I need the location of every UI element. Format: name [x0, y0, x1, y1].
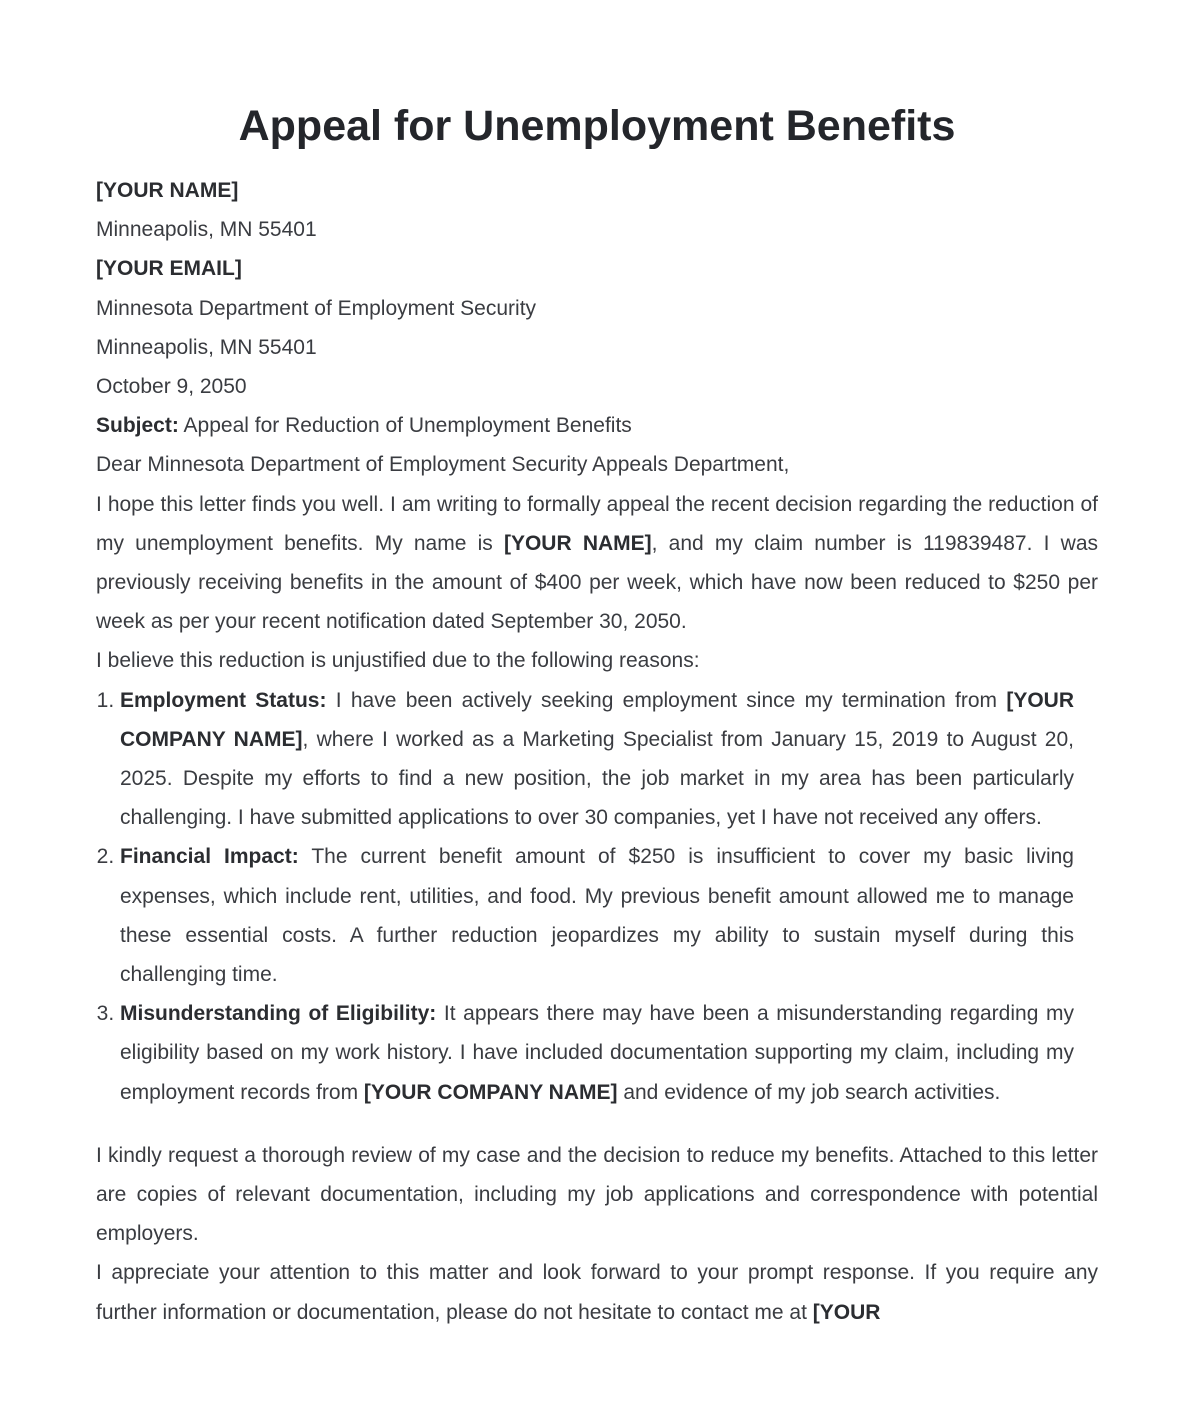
- reasons-list: [96, 681, 1074, 1112]
- reason-text: The current benefit amount of $250 is insufficient to cover my basic living expenses, which include rent, utilities, and food. My previous benefit amount allowed me to manage these essential costs. A further reduction jeopardizes my ability to sustain myself during this challenging time.: [120, 845, 1074, 987]
- closing-paragraph: [96, 1253, 1098, 1331]
- reason-text: It appears there may have been a misunderstanding regarding my eligibility based on my work history. I have included documentation supporting my claim, including my employment records from: [120, 1002, 1074, 1104]
- letter-body: [96, 171, 1098, 1332]
- sender-name: [YOUR NAME]: [96, 179, 239, 202]
- reason-text: and evidence of my job search activities.: [617, 1080, 1001, 1104]
- request-paragraph: I kindly request a thorough review of my case and the decision to reduce my benefits. Attached to this letter are copies of relevant documentation, including my job applications and correspondence with potential employers.: [96, 1143, 1098, 1246]
- intro-text-2: , and my claim number is 119839487. I was previously receiving benefits in the amount of $400 per week, which have now been reduced to $250 per week as per your recent notification dated September 30, 2050.: [96, 531, 1098, 634]
- list-item: [120, 681, 1074, 838]
- subject-text: Appeal for Reduction of Unemployment Benefits: [183, 414, 632, 438]
- reasons-intro: I believe this reduction is unjustified due to the following reasons:: [96, 649, 700, 673]
- list-item: [120, 837, 1074, 994]
- subject-label: Subject:: [96, 414, 179, 438]
- reason-text: I have been actively seeking employment since my termination from: [326, 688, 1007, 712]
- page-title: Appeal for Unemployment Benefits: [238, 102, 956, 150]
- recipient-city: Minneapolis, MN 55401: [96, 335, 317, 359]
- letter-date: October 9, 2050: [96, 375, 247, 399]
- salutation: Dear Minnesota Department of Employment Security Appeals Department,: [96, 453, 790, 477]
- reason-label: Employment Status:: [120, 688, 327, 712]
- company-placeholder: [YOUR COMPANY NAME]: [120, 688, 1074, 751]
- reason-label: Misunderstanding of Eligibility:: [120, 1002, 437, 1026]
- reason-label: Financial Impact:: [120, 845, 299, 869]
- contact-placeholder: [YOUR: [812, 1300, 881, 1324]
- recipient-org: Minnesota Department of Employment Security: [96, 296, 537, 320]
- spacer: [96, 1112, 1098, 1136]
- sender-email: [YOUR EMAIL]: [96, 257, 242, 281]
- closing-text: I appreciate your attention to this matter and look forward to your prompt response. If you require any further information or documentation, please do not hesitate to contact me at: [96, 1261, 1098, 1324]
- list-item: [120, 994, 1074, 1112]
- company-placeholder: [YOUR COMPANY NAME]: [363, 1080, 618, 1104]
- intro-paragraph: [96, 485, 1098, 642]
- intro-name-placeholder: [YOUR NAME]: [503, 531, 652, 555]
- reason-text: , where I worked as a Marketing Specialist from January 15, 2019 to August 20, 2025. Despite my efforts to find a new position, the job market in my area has been particularly challenging. I have submitted applications to over 30 companies, yet I have not received any offers.: [120, 727, 1075, 830]
- subject-line: [96, 406, 1098, 445]
- sender-city: Minneapolis, MN 55401: [96, 218, 317, 242]
- intro-text-1: I hope this letter finds you well. I am writing to formally appeal the recent decision regarding the reduction of my unemployment benefits. My name is: [96, 492, 1098, 555]
